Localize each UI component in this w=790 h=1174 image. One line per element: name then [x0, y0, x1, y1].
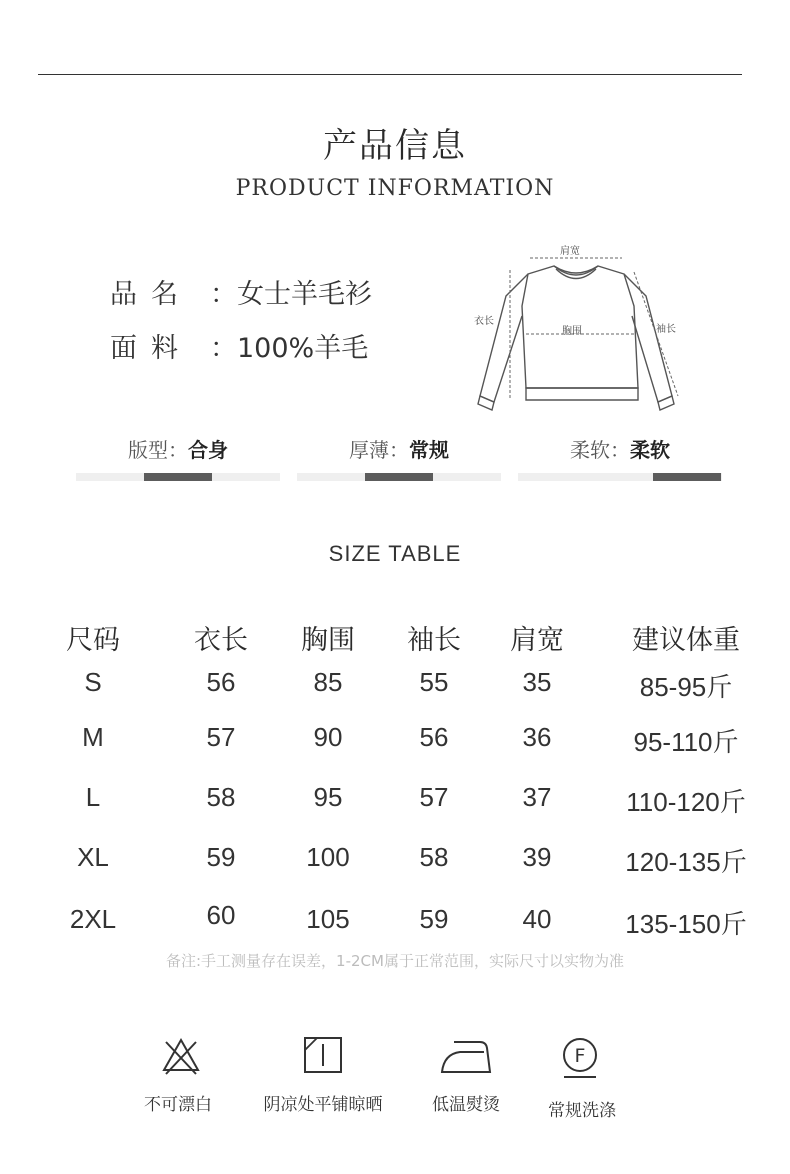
attr-thickness-fill — [365, 473, 433, 481]
size-cell: 37 — [522, 782, 552, 812]
size-cell: 100 — [306, 842, 350, 872]
size-cell: 57 — [419, 782, 449, 812]
info-name-row — [110, 272, 372, 311]
info-name-label: 品名 — [110, 279, 192, 310]
size-header-5: 建议体重 — [632, 625, 740, 656]
attr-softness-fill — [653, 473, 721, 481]
size-cell: 40 — [522, 904, 552, 934]
size-cell: 105 — [306, 904, 350, 934]
size-cell: L — [85, 782, 101, 812]
no-bleach-icon — [160, 1036, 202, 1076]
size-cell: 36 — [522, 722, 552, 752]
low-iron-icon — [440, 1038, 492, 1076]
size-cell: M — [82, 722, 104, 752]
attr-softness-bar — [518, 473, 722, 481]
info-name-sep: ： — [210, 279, 237, 310]
size-cell: 135-150斤 — [625, 909, 747, 939]
info-name-value: 女士羊毛衫 — [237, 279, 372, 310]
size-cell: 60 — [206, 900, 236, 930]
size-cell: 35 — [522, 667, 552, 697]
page-subtitle: PRODUCT INFORMATION — [235, 176, 555, 201]
info-fabric-value: 100%羊毛 — [237, 333, 369, 364]
size-cell: 55 — [419, 667, 449, 697]
care-label-wash: 常规洗涤 — [548, 1101, 616, 1121]
size-cell: 39 — [522, 842, 552, 872]
info-fabric-label: 面料 — [110, 333, 192, 364]
top-divider — [38, 74, 742, 75]
size-header-4: 肩宽 — [510, 625, 564, 656]
size-note: 备注:手工测量存在误差，1-2CM属于正常范围，实际尺寸以实物为准 — [166, 952, 624, 970]
attr-fit-label: 版型：合身 — [128, 438, 228, 462]
size-cell: 59 — [206, 842, 236, 872]
size-cell: 110-120斤 — [626, 787, 746, 817]
care-label-dry-flat: 阴凉处平铺晾晒 — [263, 1095, 383, 1115]
size-cell: 85 — [313, 667, 343, 697]
diagram-shoulder-label: 肩宽 — [560, 246, 580, 257]
attr-fit-fill — [144, 473, 212, 481]
size-cell: 85-95斤 — [639, 672, 733, 702]
size-header-3: 袖长 — [407, 625, 461, 656]
svg-text:F: F — [574, 1045, 586, 1067]
sweater-diagram — [466, 236, 686, 416]
size-cell: 56 — [206, 667, 236, 697]
size-header-0: 尺码 — [66, 625, 120, 656]
size-cell: S — [84, 667, 102, 697]
diagram-sleeve-label: 袖长 — [656, 324, 676, 335]
size-cell: 58 — [419, 842, 449, 872]
attr-softness-label: 柔软：柔软 — [570, 438, 670, 462]
size-cell: 56 — [419, 722, 449, 752]
size-cell: 59 — [419, 904, 449, 934]
size-cell: 90 — [313, 722, 343, 752]
size-header-1: 衣长 — [194, 625, 248, 656]
size-cell: 57 — [206, 722, 236, 752]
care-label-low-iron: 低温熨烫 — [432, 1095, 500, 1115]
diagram-length-label: 衣长 — [474, 316, 494, 327]
dry-clean-f-icon — [560, 1036, 600, 1080]
dry-flat-shade-icon — [303, 1036, 343, 1074]
size-table-title: SIZE TABLE — [328, 541, 462, 566]
size-cell: 2XL — [69, 904, 117, 934]
size-cell: XL — [77, 842, 109, 872]
diagram-chest-label: 胸围 — [562, 326, 582, 337]
size-cell: 95 — [313, 782, 343, 812]
size-cell: 120-135斤 — [625, 847, 747, 877]
attr-fit-bar — [76, 473, 280, 481]
size-cell: 58 — [206, 782, 236, 812]
info-fabric-sep: ： — [210, 333, 237, 364]
size-header-2: 胸围 — [301, 625, 355, 656]
attr-thickness-label: 厚薄：常规 — [349, 438, 449, 462]
page-title: 产品信息 — [323, 126, 467, 166]
info-fabric-row — [110, 326, 368, 365]
size-cell: 95-110斤 — [633, 727, 739, 757]
care-label-no-bleach: 不可漂白 — [144, 1095, 212, 1115]
attr-thickness-bar — [297, 473, 501, 481]
